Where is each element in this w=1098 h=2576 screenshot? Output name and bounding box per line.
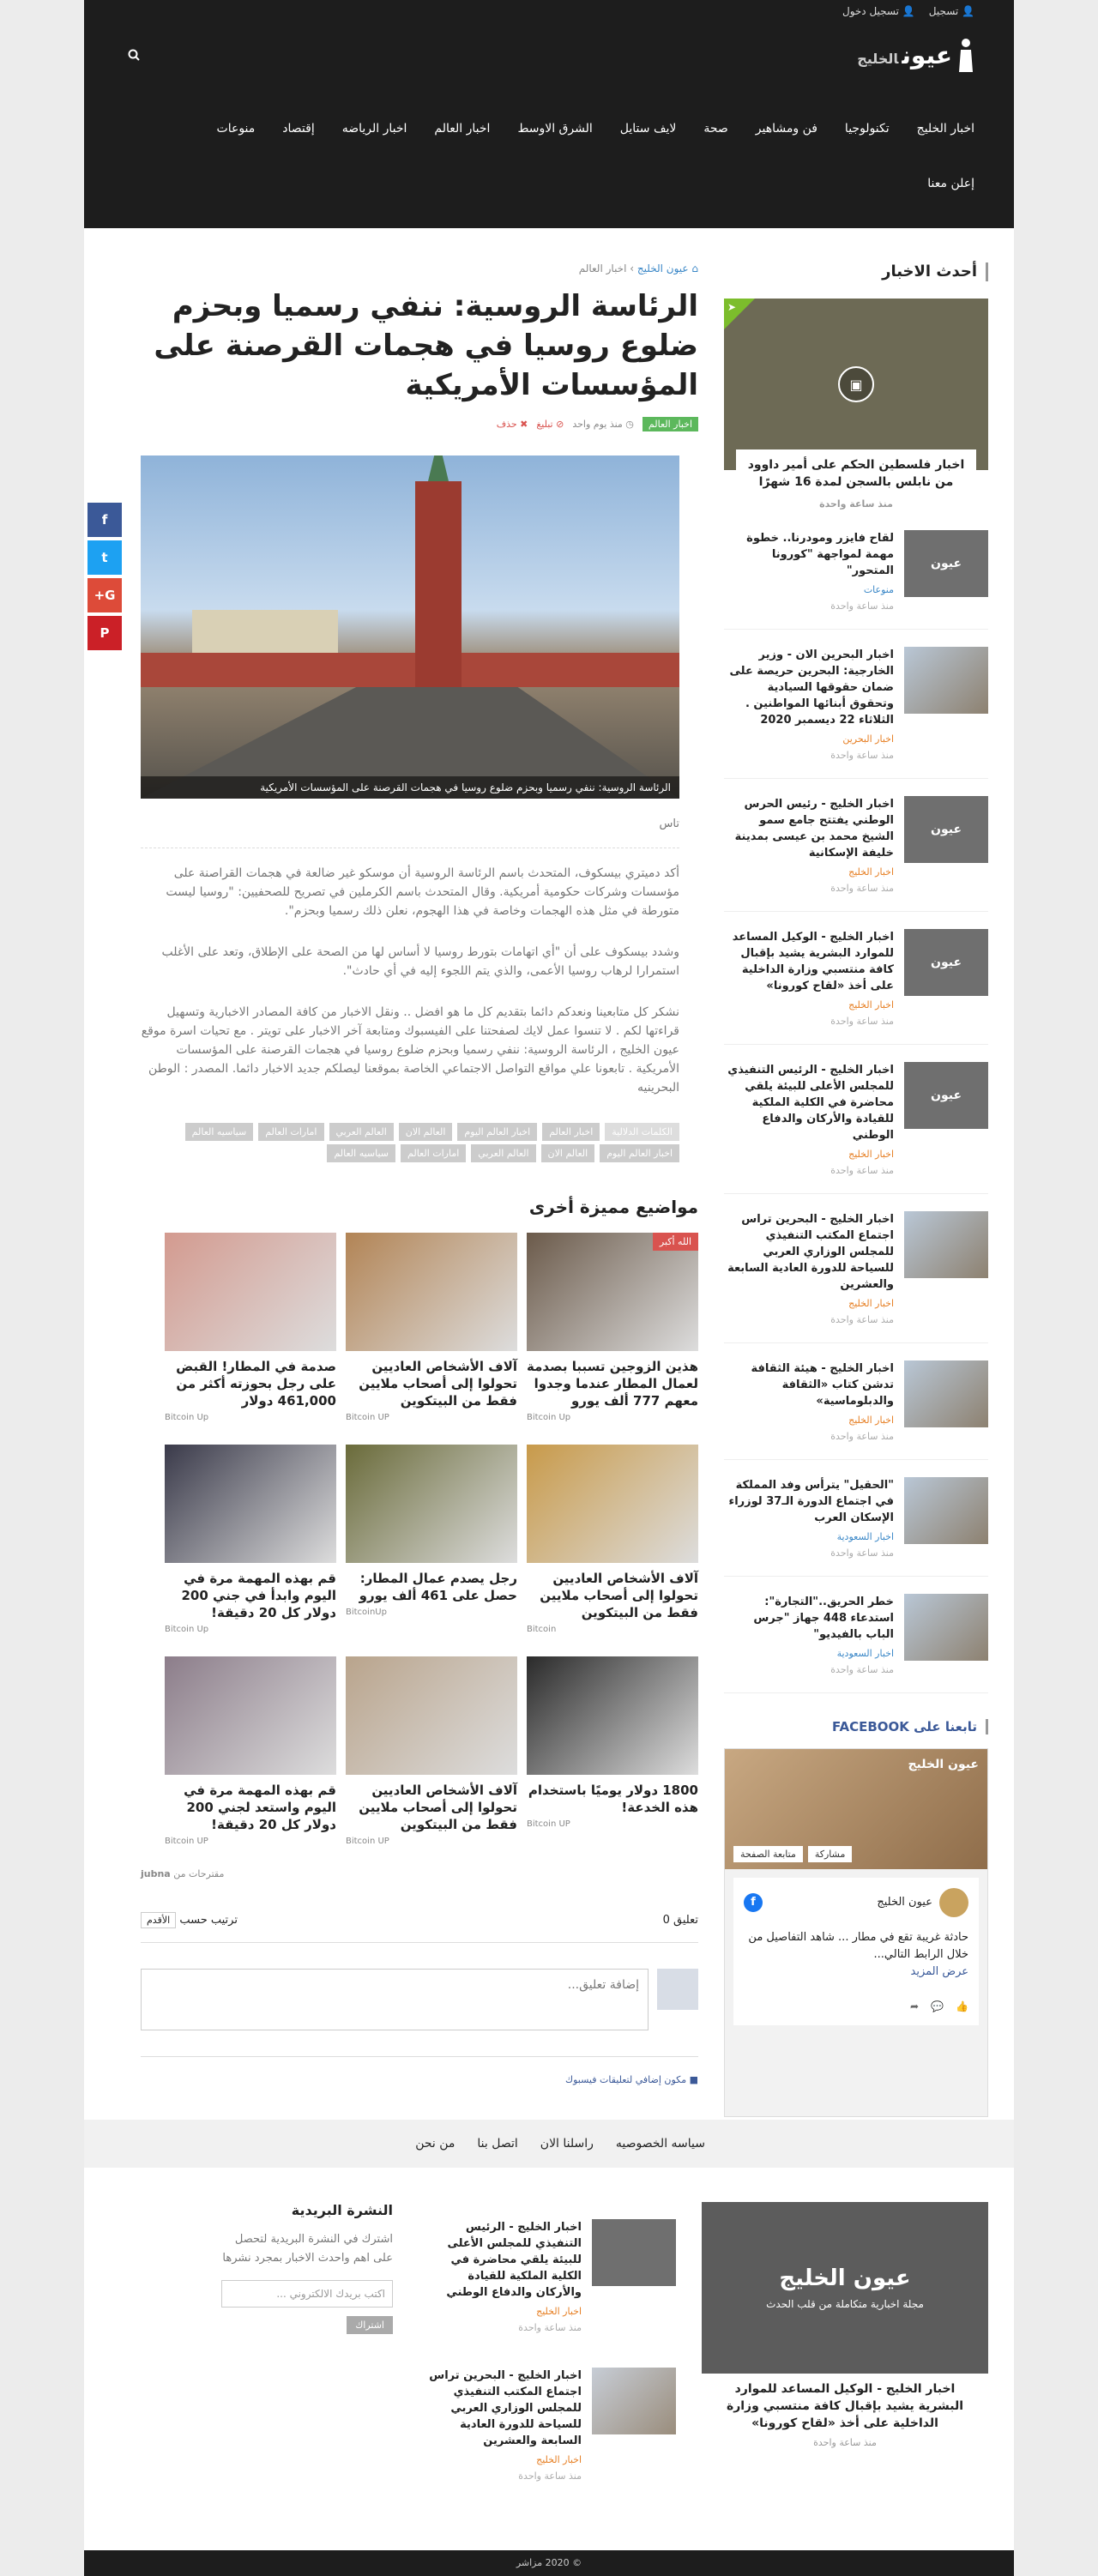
facebook-title: تابعنا على FACEBOOK xyxy=(724,1719,988,1734)
footer-link[interactable]: اتصل بنا xyxy=(477,2137,518,2151)
avatar xyxy=(657,1969,698,2010)
news-date: منذ ساعة واحدة xyxy=(830,1431,894,1442)
news-title[interactable]: اخبار الخليج - الوكيل المساعد للموارد البشرية يشيد بإقبال كافة منتسبي وزارة الداخلية على أخذ «لقاح كورونا» xyxy=(732,931,894,992)
sidebar-news-item[interactable] xyxy=(724,1343,988,1460)
related-card-title[interactable]: آلاف الأشخاص العاديين تحولوا إلى أصحاب ملايين فقط من البيتكوين xyxy=(359,1783,517,1832)
article-title: الرئاسة الروسية: ننفي رسميا وبحزم ضلوع روسيا في هجمات القرصنة على المؤسسات الأمريكية xyxy=(154,289,698,402)
search-button[interactable] xyxy=(124,45,144,65)
news-title[interactable]: اخبار الخليج - هيئة الثقافة تدشن كتاب «الثقافة والدبلوماسية» xyxy=(751,1362,894,1408)
related-card-title[interactable]: هذين الزوجين تسببا بصدمة لعمال المطار عندما وجدوا معهم 777 ألف يورو xyxy=(527,1359,698,1409)
fb-follow-button[interactable]: متابعة الصفحة xyxy=(733,1846,803,1862)
main-nav xyxy=(124,87,974,211)
sort-dropdown[interactable]: الأقدم xyxy=(141,1912,176,1928)
nav-item[interactable]: إقتصاد xyxy=(282,122,315,136)
related-card[interactable] xyxy=(165,1445,336,1634)
featured-image[interactable] xyxy=(724,299,988,470)
related-title: مواضيع مميزة أخرى xyxy=(528,1197,698,1217)
send-icon: ➤ xyxy=(727,301,737,313)
news-date: منذ ساعة واحدة xyxy=(830,1016,894,1027)
breadcrumb-category[interactable]: اخبار العالم xyxy=(578,262,627,274)
related-card-source: Bitcoin Up xyxy=(527,1413,571,1422)
news-category[interactable]: اخبار الخليج xyxy=(848,1298,894,1309)
news-thumbnail xyxy=(904,929,988,996)
tag-link[interactable]: اخبار العالم اليوم xyxy=(600,1144,679,1162)
latest-news-list xyxy=(724,513,988,1693)
related-image xyxy=(527,1233,698,1351)
related-card-source: Bitcoin xyxy=(527,1625,557,1634)
footer-link[interactable]: راسلنا الان xyxy=(540,2137,594,2151)
facebook-widget xyxy=(724,1748,988,2117)
report-link[interactable]: ⊘ تبليغ xyxy=(536,419,564,430)
news-thumbnail xyxy=(904,1477,988,1544)
share-bar xyxy=(87,503,122,650)
search-icon xyxy=(128,49,140,61)
news-category[interactable]: اخبار الخليج xyxy=(536,2306,582,2317)
fb-share-button[interactable]: مشاركة xyxy=(808,1846,853,1862)
related-image xyxy=(165,1656,336,1775)
footer-news-item[interactable] xyxy=(419,2350,676,2499)
news-text xyxy=(724,1477,894,1559)
related-grid xyxy=(141,1233,698,1868)
footer-featured[interactable]: عيون الخليج مجلة اخبارية متكاملة من قلب الحدث اخبار الخليج - الوكيل المساعد للموارد البشرية يشيد بإقبال كافة منتسبي وزارة الداخلية على أخذ «لقاح كورونا» منذ ساعة واحدة xyxy=(702,2202,988,2499)
tag-link[interactable]: اخبار العالم اليوم xyxy=(457,1123,537,1141)
news-date: منذ ساعة واحدة xyxy=(518,2322,582,2333)
tag-link[interactable]: العالم العربي xyxy=(471,1144,535,1162)
news-date: منذ ساعة واحدة xyxy=(830,883,894,894)
fb-see-more-link[interactable]: عرض المزيد xyxy=(910,1965,968,1978)
news-date: منذ ساعة واحدة xyxy=(830,750,894,761)
nav-item[interactable]: الشرق الاوسط xyxy=(517,122,593,136)
pinterest-share-icon[interactable]: P xyxy=(87,616,122,650)
related-tag: الله أكبر xyxy=(653,1233,698,1251)
sidebar xyxy=(724,262,988,2120)
related-card-title[interactable]: قم بهذه المهمة مرة في اليوم واستعد لجني 200 دولار كل 20 دقيقة! xyxy=(184,1783,336,1832)
news-thumbnail xyxy=(592,2368,676,2434)
news-text xyxy=(724,647,894,761)
sidebar-news-item[interactable] xyxy=(724,630,988,779)
related-card-title[interactable]: رجل يصدم عمال المطار: حصل على 461 ألف يورو xyxy=(359,1571,517,1603)
related-card-source: BitcoinUp xyxy=(346,1608,387,1617)
related-card[interactable] xyxy=(165,1656,336,1846)
news-category[interactable]: اخبار الخليج xyxy=(848,1415,894,1426)
news-title[interactable]: لقاح فايزر ومودرنا.. خطوة مهمة لمواجهة "كورونا المتحور" xyxy=(746,532,894,577)
news-category[interactable]: اخبار الخليج xyxy=(848,866,894,878)
nav-item[interactable]: صحة xyxy=(703,122,728,136)
sidebar-news-item[interactable] xyxy=(724,779,988,912)
news-thumbnail xyxy=(904,796,988,863)
nav-item[interactable]: اخبار الخليج xyxy=(916,122,974,136)
news-category[interactable]: منوعات xyxy=(863,584,894,595)
page xyxy=(84,0,1014,2576)
tag-link[interactable]: العالم الان xyxy=(399,1123,453,1141)
sidebar-news-item[interactable] xyxy=(724,1577,988,1693)
comment-icon[interactable]: 💬 xyxy=(931,2000,944,2012)
related-card[interactable] xyxy=(527,1445,698,1634)
tag-link[interactable]: امارات العالم xyxy=(258,1123,323,1141)
tag-link[interactable]: امارات العالم xyxy=(401,1144,466,1162)
news-date: منذ ساعة واحدة xyxy=(830,600,894,612)
gallery-icon: ▣ xyxy=(838,366,874,402)
footer-news-item[interactable] xyxy=(419,2202,676,2350)
article xyxy=(94,262,698,2120)
kremlin-wall xyxy=(141,653,679,687)
news-date: منذ ساعة واحدة xyxy=(830,1664,894,1675)
related-card[interactable] xyxy=(165,1233,336,1422)
tag-link[interactable]: اخبار العالم xyxy=(542,1123,600,1141)
nav-item[interactable]: تكنولوجيا xyxy=(844,122,890,136)
comment-input[interactable]: إضافة تعليق... xyxy=(141,1969,649,2030)
nav-item[interactable]: منوعات xyxy=(216,122,256,136)
thumbnail-logo: عيون xyxy=(931,823,962,836)
featured-title[interactable]: اخبار فلسطين الحكم على أمير داوود من نابلس بالسجن لمدة 16 شهرًا منذ ساعة واحدة xyxy=(736,449,976,513)
news-date: منذ ساعة واحدة xyxy=(518,2470,582,2482)
like-icon[interactable]: 👍 xyxy=(956,2000,968,2012)
article-image xyxy=(141,455,679,799)
image-caption: الرئاسة الروسية: ننفي رسميا وبحزم ضلوع روسيا في هجمات القرصنة على المؤسسات الأمريكية xyxy=(141,776,679,799)
news-title[interactable]: خطر الحريق.."التجارة": استدعاء 448 جهاز "جرس الباب بالفيديو" xyxy=(753,1596,894,1641)
tag-link[interactable]: العالم العربي xyxy=(329,1123,394,1141)
sidebar-news-item[interactable] xyxy=(724,912,988,1045)
share-icon[interactable]: ➦ xyxy=(910,2000,920,2012)
news-date: منذ ساعة واحدة xyxy=(830,1165,894,1176)
news-thumbnail xyxy=(904,1360,988,1427)
subscribe-button[interactable]: اشتراك xyxy=(347,2316,393,2334)
news-thumbnail xyxy=(904,1594,988,1661)
nav-item[interactable]: لايف ستايل xyxy=(619,122,677,136)
related-card-title[interactable]: آلاف الأشخاص العاديين تحولوا إلى أصحاب ملايين فقط من البيتكوين xyxy=(540,1571,698,1620)
news-title[interactable]: اخبار الخليج - الرئيس التنفيذي للمجلس الأعلى للبيئة يلقي محاضرة في الكلية الملكية للقيادة والأركان والدفاع الوطني xyxy=(727,1064,894,1142)
thumbnail-logo: عيون xyxy=(931,557,962,570)
kremlin-building xyxy=(192,610,338,653)
delete-link[interactable]: ✖ حذف xyxy=(496,419,528,430)
related-image xyxy=(527,1445,698,1563)
footer-link[interactable]: من نحن xyxy=(415,2137,455,2151)
login-link[interactable]: 👤 تسجيل دخول xyxy=(842,5,915,17)
related-card-title[interactable]: قم بهذه المهمة مرة في اليوم وابدأ في جني 200 دولار كل 20 دقيقة! xyxy=(181,1571,336,1620)
facebook-cover: عيون الخليج مشاركة متابعة الصفحة xyxy=(725,1749,987,1869)
footer-logo-image: عيون الخليج مجلة اخبارية متكاملة من قلب الحدث xyxy=(702,2202,988,2374)
news-category[interactable]: اخبار السعودية xyxy=(836,1531,894,1542)
site-logo[interactable]: عيونالخليج xyxy=(857,38,974,72)
related-image xyxy=(165,1233,336,1351)
tag-list xyxy=(141,1123,679,1162)
twitter-share-icon[interactable]: t xyxy=(87,540,122,575)
news-category[interactable]: اخبار السعودية xyxy=(836,1648,894,1659)
thumbnail-logo: عيون xyxy=(931,956,962,969)
news-category[interactable]: اخبار الخليج xyxy=(848,1149,894,1160)
related-card[interactable] xyxy=(527,1233,698,1422)
news-text xyxy=(419,2368,582,2482)
footer xyxy=(84,2168,1014,2550)
related-card-source: Bitcoin Up xyxy=(165,1413,209,1422)
latest-news-title: أحدث الاخبار xyxy=(724,262,988,281)
news-text xyxy=(724,1594,894,1675)
sidebar-news-item[interactable] xyxy=(724,513,988,630)
sponsor-label: مقترحات من jubna xyxy=(141,1868,225,1879)
nav-item[interactable]: اخبار العالم xyxy=(434,122,491,136)
facebook-plugin-label[interactable]: ■ مكون إضافي لتعليقات فيسبوك xyxy=(565,2074,698,2085)
facebook-post: عيون الخليج f حادثة غريبة تقع في مطار ... شاهد التفاصيل من خلال الرابط التالي... عرض المزيد 👍 💬 ➦ xyxy=(733,1878,979,2025)
news-thumbnail xyxy=(904,647,988,714)
news-text xyxy=(724,796,894,894)
related-image xyxy=(346,1656,517,1775)
avatar xyxy=(939,1888,968,1917)
news-title[interactable]: اخبار البحرين الان - وزير الخارجية: البحرين حريصة على ضمان حقوقها السيادية وتحقوق أبنائها المواطنين . الثلاثاء 22 ديسمبر 2020 xyxy=(729,649,894,727)
related-card-title[interactable]: صدمة في المطار! القبض على رجل بحوزته أكثر من 461,000 دولار xyxy=(176,1359,336,1409)
news-category[interactable]: اخبار الخليج xyxy=(848,999,894,1010)
nav-item[interactable]: إعلن معنا xyxy=(927,177,974,190)
article-source: تاس xyxy=(141,817,679,848)
related-image xyxy=(165,1445,336,1563)
related-image xyxy=(346,1233,517,1351)
article-meta xyxy=(141,417,698,431)
register-link[interactable]: 👤 تسجيل xyxy=(928,5,974,17)
news-thumbnail xyxy=(592,2219,676,2286)
news-date: منذ ساعة واحدة xyxy=(830,1314,894,1325)
related-card[interactable] xyxy=(346,1445,517,1634)
comment-form xyxy=(141,1969,698,2057)
google-plus-share-icon[interactable]: G+ xyxy=(87,578,122,612)
category-badge[interactable]: اخبار العالم xyxy=(643,417,698,431)
related-card-source: Bitcoin UP xyxy=(346,1837,389,1846)
news-thumbnail xyxy=(904,1062,988,1129)
comment-count: تعليق 0 xyxy=(662,1914,698,1927)
related-card-source: Bitcoin UP xyxy=(346,1413,389,1422)
article-body: أكد دميتري بيسكوف، المتحدث باسم الرئاسة الروسية أن موسكو غير ضالعة في هجمات القراصنة على مؤسسات وشركات حكومية أمريكية. وقال المتحدث باسم الكرملين في تصريح للصحفيين: "روسيا ليست متورطة في مثل هذه الهجمات وخاصة في هذا الهجوم، نعلن ذلك رسميا وبحزم". وشدد بيسكوف على أن "أي اتهامات بتورط روسيا لا أساس لها من الصحة على الإطلاق، وتعد على الأغلب استمرارا لرهاب روسيا الأعمى، والذي يتم اللجوء إليه في أي حادث". نشكر كل متابعينا ونعدكم دائما بتقديم كل ما هو افضل .. ونقل الاخبار من كافة المصادر الاخبارية وتسهيل قراءتها لكم . لا تنسوا عمل لايك لصفحتنا على الفيسبوك ومتابعة آخر الاخبار على تويتر . مع تحيات اسرة موقع عيون الخليج ، الرئاسة الروسية: ننفي رسميا وبحزم ضلوع روسيا في هجمات القرصنة على المؤسسات الأمريكية . تابعونا علي مواقع التواصل الاجتماعي الخاصة بموقعنا ليصلكم جديد الاخبار دائما. المصدر : الوطن البحرينيه xyxy=(141,866,679,1095)
thumbnail-logo: عيون xyxy=(931,1089,962,1102)
breadcrumb: ⌂ عيون الخليج › اخبار العالم xyxy=(578,262,698,274)
news-title[interactable]: اخبار الخليج - البحرين تراس اجتماع المكتب التنفيذي للمجلس الوزاري العربي للسياحة للدورة العادية السابعة والعشرين xyxy=(727,1213,894,1291)
related-card[interactable] xyxy=(346,1656,517,1846)
facebook-icon: f xyxy=(744,1893,763,1912)
footer-news-list xyxy=(419,2202,676,2499)
breadcrumb-home[interactable]: ⌂ عيون الخليج xyxy=(636,262,698,274)
tag-link[interactable]: سياسيه العالم xyxy=(185,1123,254,1141)
news-title[interactable]: اخبار الخليج - البحرين تراس اجتماع المكتب التنفيذي للمجلس الوزاري العربي للسياحة للدورة العادية السابعة والعشرين xyxy=(429,2369,582,2447)
news-thumbnail xyxy=(904,1211,988,1278)
news-text xyxy=(724,929,894,1027)
news-thumbnail xyxy=(904,530,988,597)
copyright: © 2020 مزاشر xyxy=(84,2550,1014,2576)
article-time: ◷ منذ يوم واحد xyxy=(572,419,634,430)
top-bar xyxy=(124,0,974,22)
featured-date: منذ ساعة واحدة xyxy=(819,498,893,510)
footer-link[interactable]: سياسه الخصوصيه xyxy=(615,2137,705,2151)
comments-header: تعليق 0 ترتيب حسب الأقدم xyxy=(141,1914,698,1943)
news-title[interactable]: "الحقيل" يترأس وفد المملكة في اجتماع الدورة الـ37 لوزراء الإسكان العرب xyxy=(728,1479,894,1524)
site-header xyxy=(84,0,1014,228)
related-image xyxy=(527,1656,698,1775)
sidebar-news-item[interactable] xyxy=(724,1460,988,1577)
related-card[interactable] xyxy=(527,1656,698,1846)
news-text xyxy=(419,2219,582,2333)
related-card-source: Bitcoin UP xyxy=(527,1819,570,1829)
related-card-title[interactable]: 1800 دولار يوميًا باستخدام هذه الخدعة! xyxy=(528,1783,698,1815)
news-title[interactable]: اخبار الخليج - الرئيس التنفيذي للمجلس الأعلى للبيئة يلقي محاضرة في الكلية الملكية للقيادة والأركان والدفاع الوطني xyxy=(446,2221,582,2299)
related-image xyxy=(346,1445,517,1563)
news-text xyxy=(724,1062,894,1176)
related-card-title[interactable]: آلاف الأشخاص العاديين تحولوا إلى أصحاب ملايين فقط من البيتكوين xyxy=(359,1359,517,1409)
facebook-share-icon[interactable]: f xyxy=(87,503,122,537)
news-title[interactable]: اخبار الخليج - رئيس الحرس الوطني يفتتح جامع سمو الشيخ محمد بن عيسى بمدينة خليفة الإسكانية xyxy=(734,798,894,860)
logo-figure-icon xyxy=(957,38,974,72)
nav-item[interactable]: اخبار الرياضه xyxy=(341,122,407,136)
news-date: منذ ساعة واحدة xyxy=(830,1547,894,1559)
newsletter: النشرة البريدية اشترك في النشرة البريدية لتحصل على اهم واحدث الاخبار بمجرد نشرها اكتب بريدك الالكتروني ... اشتراك xyxy=(221,2202,393,2499)
related-card[interactable] xyxy=(346,1233,517,1422)
news-category[interactable]: اخبار الخليج xyxy=(536,2454,582,2465)
newsletter-email-input[interactable]: اكتب بريدك الالكتروني ... xyxy=(221,2280,393,2308)
tags-label: الكلمات الدلالية xyxy=(605,1123,679,1141)
sidebar-news-item[interactable] xyxy=(724,1194,988,1343)
news-text xyxy=(724,1360,894,1442)
nav-item[interactable]: فن ومشاهير xyxy=(755,122,817,136)
related-card-source: Bitcoin UP xyxy=(165,1837,208,1846)
tag-link[interactable]: العالم الان xyxy=(541,1144,595,1162)
related-card-source: Bitcoin Up xyxy=(165,1625,209,1634)
news-category[interactable]: اخبار البحرين xyxy=(842,733,894,745)
sidebar-news-item[interactable] xyxy=(724,1045,988,1194)
footer-links xyxy=(84,2120,1014,2168)
news-text xyxy=(724,530,894,612)
tag-link[interactable]: سياسيه العالم xyxy=(327,1144,395,1162)
news-text xyxy=(724,1211,894,1325)
